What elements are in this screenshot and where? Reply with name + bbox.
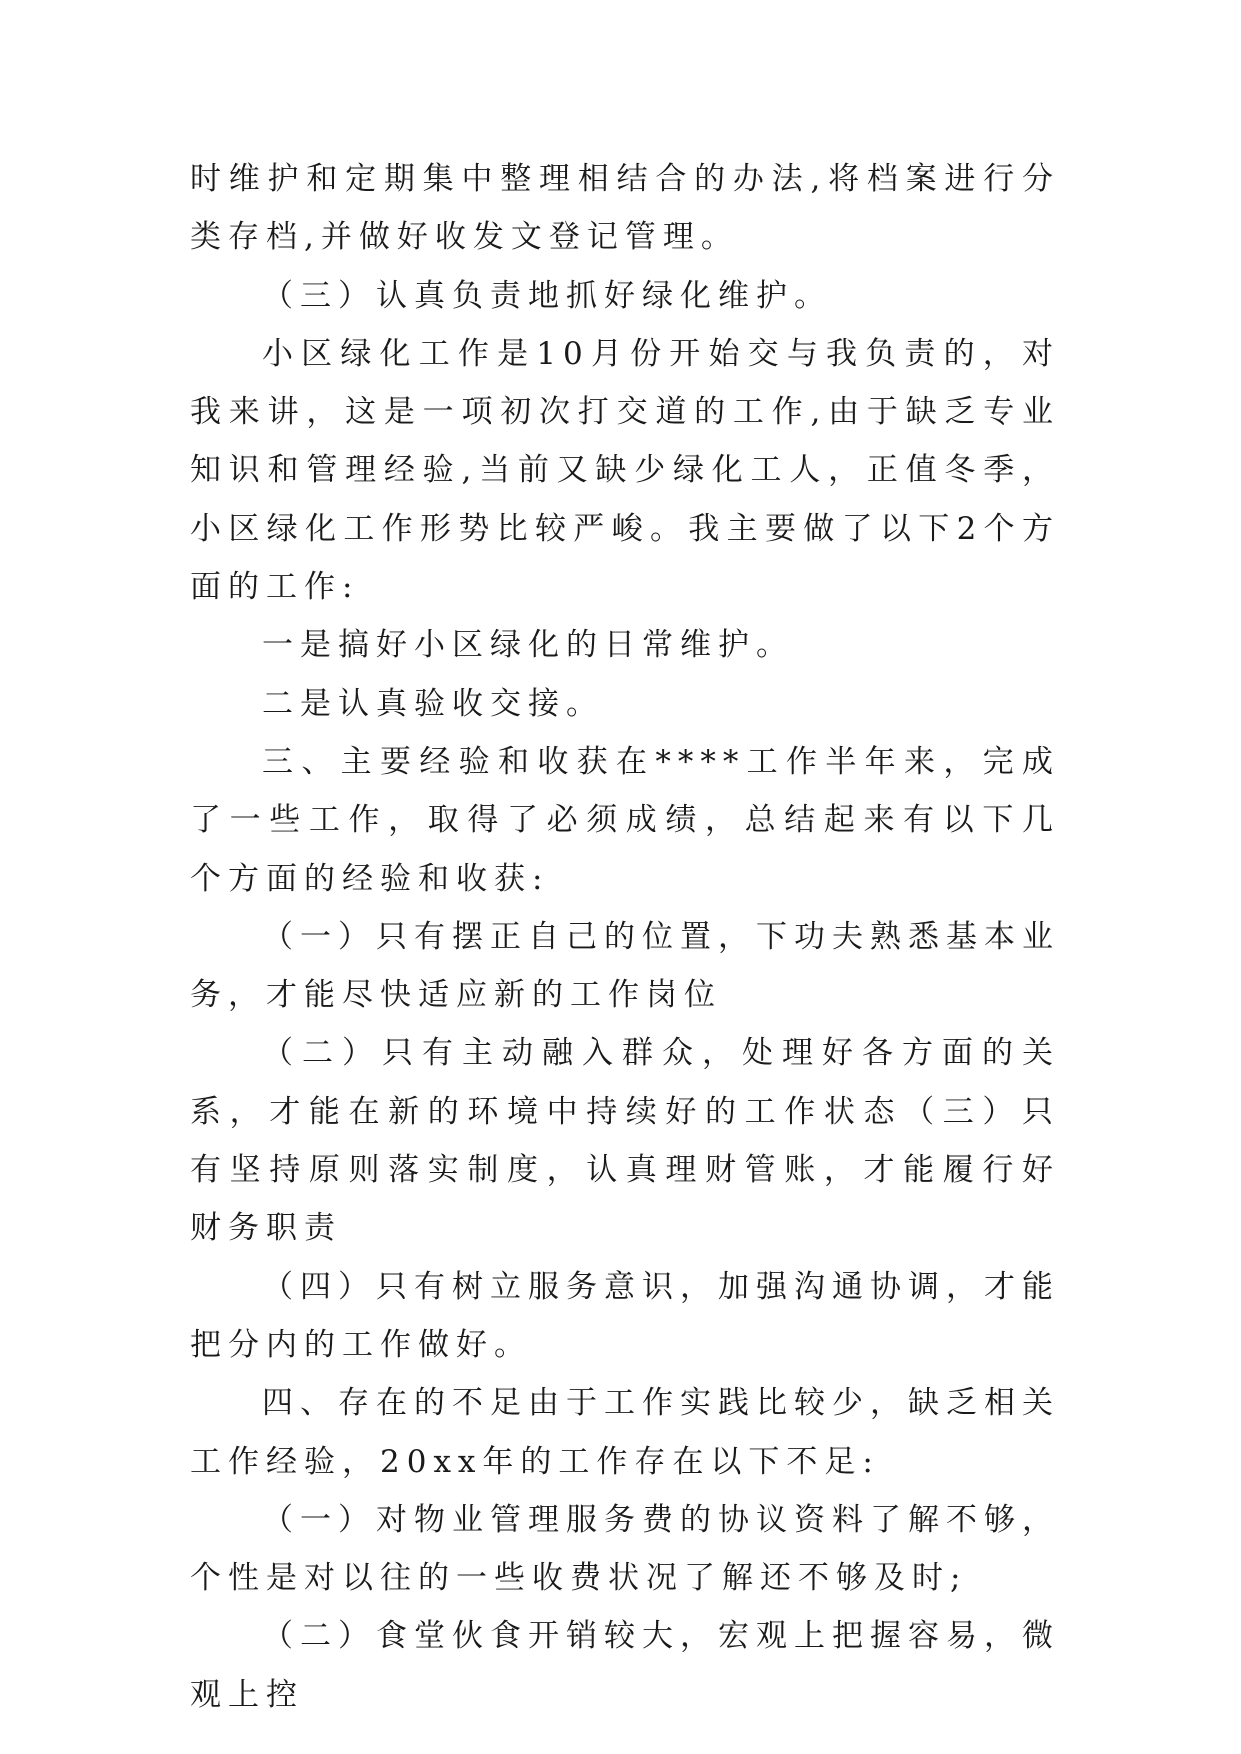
paragraph-11: （一）对物业管理服务费的协议资料了解不够，个性是对以往的一些收费状况了解还不够及时; xyxy=(190,1501,1060,1597)
paragraph-7: （一）只有摆正自己的位置，下功夫熟悉基本业务，才能尽快适应新的工作岗位 xyxy=(190,918,1060,1014)
document-body xyxy=(190,150,1060,1724)
paragraph-6: 三、主要经验和收获在****工作半年来，完成了一些工作，取得了必须成绩，总结起来有以下几个方面的经验和收获: xyxy=(190,743,1060,897)
paragraph-10: 四、存在的不足由于工作实践比较少，缺乏相关工作经验，20xx年的工作存在以下不足: xyxy=(190,1385,1060,1480)
paragraph-2: （三）认真负责地抓好绿化维护。 xyxy=(262,277,832,314)
paragraph-5: 二是认真验收交接。 xyxy=(262,685,604,722)
paragraph-8: （二）只有主动融入群众，处理好各方面的关系，才能在新的环境中持续好的工作状态（三）只有坚持原则落实制度，认真理财管账，才能履行好财务职责 xyxy=(190,1035,1060,1247)
paragraph-1: 时维护和定期集中整理相结合的办法,将档案进行分类存档,并做好收发文登记管理。 xyxy=(190,161,1060,256)
paragraph-3: 小区绿化工作是10月份开始交与我负责的，对我来讲，这是一项初次打交道的工作,由于缺乏专业知识和管理经验,当前又缺少绿化工人，正值冬季，小区绿化工作形势比较严峻。我主要做了以下2个方面的工作: xyxy=(190,335,1060,606)
paragraph-12: （二）食堂伙食开销较大，宏观上把握容易，微观上控 xyxy=(190,1618,1060,1713)
paragraph-4: 一是搞好小区绿化的日常维护。 xyxy=(262,627,794,664)
paragraph-9: （四）只有树立服务意识，加强沟通协调，才能把分内的工作做好。 xyxy=(190,1268,1060,1363)
